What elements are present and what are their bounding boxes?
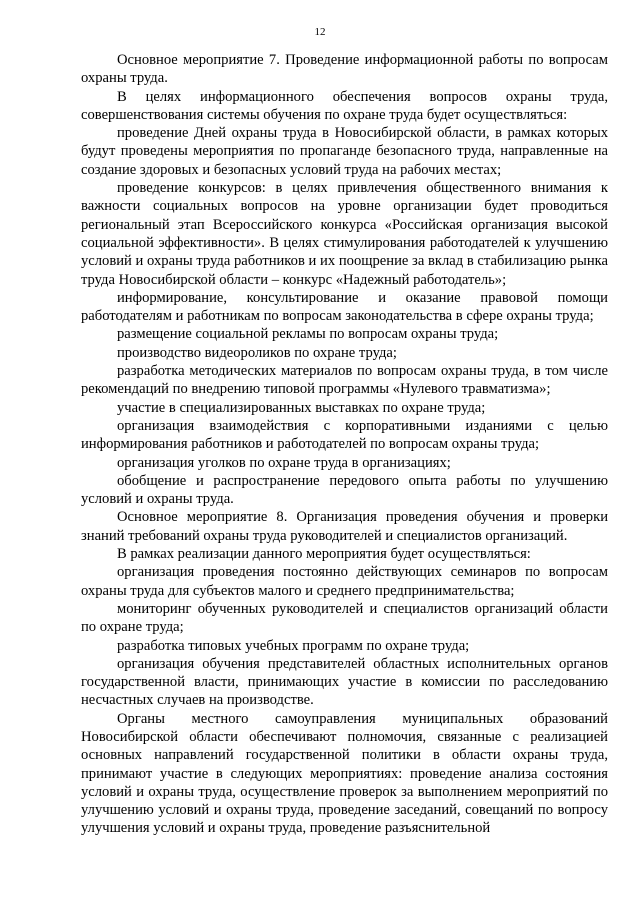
paragraph-exhibitions: участие в специализированных выставках по охране труда;: [117, 399, 486, 416]
page-number: 12: [314, 26, 326, 38]
paragraph-safety-days: проведение Дней охраны труда в Новосибирской области, в рамках которых будут проведены мероприятия по пропаганде безопасного труда, направленные на создание здоровых и безопасных условий труда на рабочих местах;: [81, 125, 608, 178]
paragraph-informing-consulting: информирование, консультирование и оказание правовой помощи работодателям и работникам по вопросам законодательства в сфере охраны труда;: [81, 289, 608, 325]
paragraph-videos: производство видеороликов по охране труда;: [117, 344, 397, 361]
paragraph-local-government: Органы местного самоуправления муниципальных образований Новосибирской области обеспечивают полномочия, связанные с реализацией основных направлений государственной политики в области охраны труда, принимают участие в следующих мероприятиях: проведение анализа состояния условий и охраны труда, осуществление проверок за выполнением мероприятий по улучшению условий и охраны труда, проведение заседаний, совещаний по вопросу улучшения условий и охраны труда, проведение разъяснительной: [81, 710, 608, 837]
paragraph-social-ads: размещение социальной рекламы по вопросам охраны труда;: [117, 326, 499, 343]
paragraph-main-activity-7: Основное мероприятие 7. Проведение информационной работы по вопросам охраны труда.: [81, 52, 608, 87]
paragraph-main-activity-8: Основное мероприятие 8. Организация проведения обучения и проверки знаний требований охраны труда руководителей и специалистов организаций.: [81, 509, 608, 544]
paragraph-training-programs: разработка типовых учебных программ по охране труда;: [117, 637, 470, 654]
paragraph-methodical-materials: разработка методических материалов по вопросам охраны труда, в том числе рекомендаций по внедрению типовой программы «Нулевого травматизма»;: [81, 363, 608, 398]
paragraph-info-support-intro: В целях информационного обеспечения вопросов охраны труда, совершенствования системы обучения по охране труда будет осуществляться:: [81, 88, 608, 123]
paragraph-contests: проведение конкурсов: в целях привлечения общественного внимания к важности социальных вопросов на уровне организации будет проводиться региональный этап Всероссийского конкурса «Российская организация высокой социальной эффективности». В целях стимулирования работодателей к улучшению условий и охраны труда работников и их поощрение за вклад в стабилизацию рынка труда Новосибирской области – конкурс «Надежный работодатель»;: [81, 180, 608, 288]
paragraph-safety-corners: организация уголков по охране труда в организациях;: [117, 454, 451, 471]
paragraph-activity-8-intro: В рамках реализации данного мероприятия будет осуществляться:: [117, 546, 531, 563]
paragraph-monitoring: мониторинг обученных руководителей и специалистов организаций области по охране труда;: [81, 600, 608, 636]
paragraph-training-officials: организация обучения представителей областных исполнительных органов государственной власти, принимающих участие в комиссии по расследованию несчастных случаев на производстве.: [81, 655, 608, 709]
paragraph-best-practices: обобщение и распространение передового опыта работы по улучшению условий и охраны труда.: [81, 472, 608, 508]
paragraph-corporate-media: организация взаимодействия с корпоративными изданиями с целью информирования работников и работодателей по вопросам охраны труда;: [81, 417, 608, 453]
paragraph-seminars: организация проведения постоянно действующих семинаров по вопросам охраны труда для субъектов малого и среднего предпринимательства;: [81, 564, 608, 599]
document-body: [81, 51, 608, 838]
